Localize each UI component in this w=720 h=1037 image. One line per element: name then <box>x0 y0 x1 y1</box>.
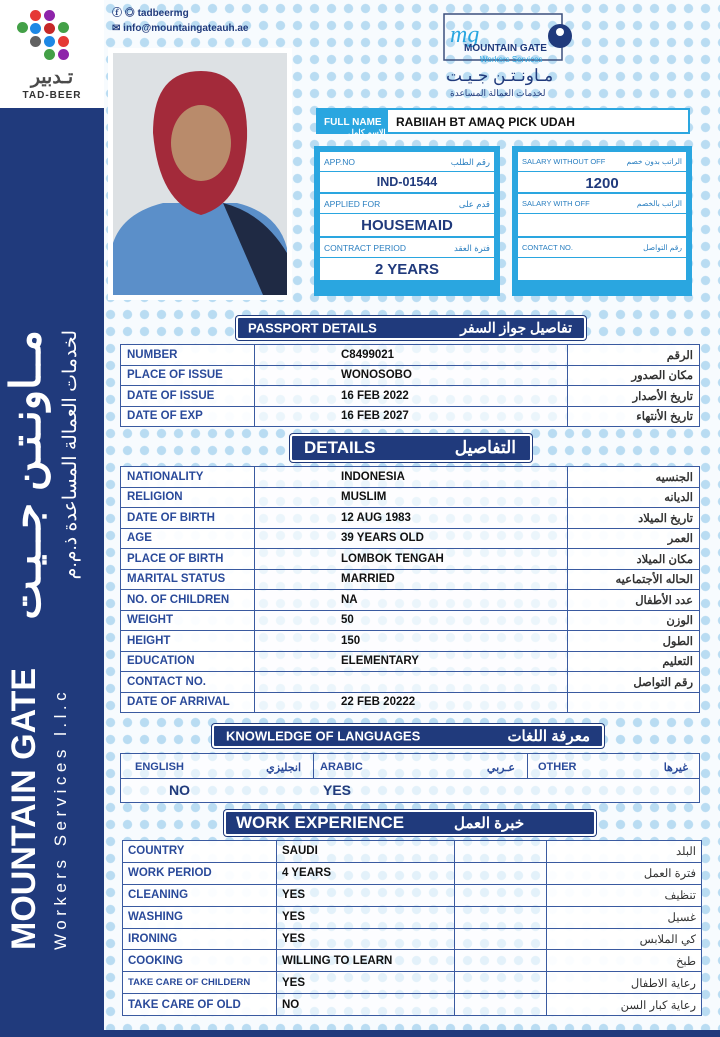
work-label-ar: رعاية كبار السن <box>547 994 702 1016</box>
passport-label-ar: الرقم <box>568 345 700 366</box>
facebook-icon: ⓕ <box>112 8 122 19</box>
salary-wo-label-row: SALARY WITHOUT OFF الراتب بدون خصم <box>518 152 686 171</box>
details-value: 50 <box>255 610 568 631</box>
work-empty <box>455 841 547 863</box>
tadbeer-arabic: تـدبير <box>30 67 74 88</box>
svg-text:mg: mg <box>450 22 480 48</box>
lang-other-header: OTHER غيرها <box>528 754 700 779</box>
passport-value: C8499021 <box>255 345 568 366</box>
work-value: YES <box>277 906 455 928</box>
details-label-ar <box>568 692 700 713</box>
full-name-label: FULL NAME الاسم كامل <box>318 110 388 132</box>
contact-no-label-row: CONTACT NO. رقم التواصل <box>518 238 686 257</box>
work-label: WORK PERIOD <box>123 862 277 884</box>
details-row <box>121 631 700 652</box>
details-label: AGE <box>121 528 255 549</box>
details-label: NATIONALITY <box>121 467 255 488</box>
details-value: 150 <box>255 631 568 652</box>
lang-english-value: NO <box>169 782 190 798</box>
lang-arabic-header: ARABIC عـربي <box>314 754 528 779</box>
details-table <box>120 466 700 713</box>
work-label-ar: تنظيف <box>547 884 702 906</box>
app-no-label-row: APP.NO رقم الطلب <box>320 152 494 171</box>
details-row <box>121 487 700 508</box>
passport-label: PLACE OF ISSUE <box>121 365 255 386</box>
details-label-ar: رقم التواصل <box>568 672 700 693</box>
details-row <box>121 549 700 570</box>
work-section-title: WORK EXPERIENCE خبرة العمل <box>224 810 596 836</box>
candidate-photo <box>108 48 292 300</box>
work-label-ar: كي الملابس <box>547 928 702 950</box>
passport-table <box>120 344 700 427</box>
details-section-title: DETAILS التفاصيل <box>290 434 532 462</box>
logo-arabic: مـاونـتـن جـيـت <box>446 66 554 85</box>
details-label: MARITAL STATUS <box>121 569 255 590</box>
vertical-brand-en: MOUNTAIN GATE <box>5 667 43 950</box>
work-label: IRONING <box>123 928 277 950</box>
details-value: ELEMENTARY <box>255 651 568 672</box>
salary-w-value <box>518 214 686 236</box>
passport-value: WONOSOBO <box>255 365 568 386</box>
passport-value: 16 FEB 2022 <box>255 386 568 407</box>
details-row <box>121 610 700 631</box>
side-banner <box>0 0 104 1037</box>
details-value: INDONESIA <box>255 467 568 488</box>
work-row <box>123 972 702 994</box>
work-value: SAUDI <box>277 841 455 863</box>
work-row <box>123 841 702 863</box>
work-label-ar: فترة العمل <box>547 862 702 884</box>
work-label: CLEANING <box>123 884 277 906</box>
details-value: 39 YEARS OLD <box>255 528 568 549</box>
details-label: CONTACT NO. <box>121 672 255 693</box>
languages-section-title: KNOWLEDGE OF LANGUAGES معرفة اللغات <box>212 724 604 748</box>
details-row <box>121 569 700 590</box>
work-label-ar: رعاية الاطفال <box>547 972 702 994</box>
work-empty <box>455 884 547 906</box>
passport-section-title: PASSPORT DETAILS تفاصيل جواز السفر <box>236 316 586 340</box>
passport-row <box>121 345 700 366</box>
lang-english-header: ENGLISH انجليزي <box>121 754 314 779</box>
details-row <box>121 672 700 693</box>
details-row <box>121 692 700 713</box>
contact-no-value <box>518 258 686 280</box>
work-row <box>123 994 702 1016</box>
details-label: WEIGHT <box>121 610 255 631</box>
instagram-icon: ◎ <box>124 8 135 19</box>
work-label: COOKING <box>123 950 277 972</box>
passport-row <box>121 365 700 386</box>
work-label: WASHING <box>123 906 277 928</box>
passport-label: NUMBER <box>121 345 255 366</box>
applied-label-row: APPLIED FOR قدم على <box>320 194 494 213</box>
vertical-brand-ar-sub: لخدمات العمالة المساعدة ذ.م.م <box>60 330 81 580</box>
app-no-value: IND-01544 <box>320 172 494 192</box>
details-row <box>121 528 700 549</box>
work-label-ar: البلد <box>547 841 702 863</box>
work-row <box>123 862 702 884</box>
details-label-ar: الجنسيه <box>568 467 700 488</box>
contract-value: 2 YEARS <box>320 258 494 280</box>
logo-arabic-sub: لخدمات العمالة المساعدة <box>450 88 546 98</box>
logo-sub: Workers Services <box>480 55 543 64</box>
details-value: MUSLIM <box>255 487 568 508</box>
passport-row <box>121 386 700 407</box>
full-name-value: RABIIAH BT AMAQ PICK UDAH <box>396 115 575 129</box>
salary-wo-value: 1200 <box>518 172 686 192</box>
passport-row <box>121 406 700 427</box>
contract-label-row: CONTRACT PERIOD فترة العقد <box>320 238 494 257</box>
email-address: info@mountaingateauh.ae <box>123 23 249 34</box>
salary-w-label-row: SALARY WITH OFF الراتب بالخصم <box>518 194 686 213</box>
details-value: NA <box>255 590 568 611</box>
social-handle: tadbeermg <box>137 8 189 19</box>
tadbeer-logo <box>0 0 104 108</box>
passport-label-ar: تاريخ الأصدار <box>568 386 700 407</box>
logo-name: MOUNTAIN GATE <box>464 43 547 54</box>
details-value: 12 AUG 1983 <box>255 508 568 529</box>
details-label: HEIGHT <box>121 631 255 652</box>
work-value: NO <box>277 994 455 1016</box>
mountain-gate-logo <box>410 12 580 100</box>
details-row <box>121 651 700 672</box>
work-value: YES <box>277 884 455 906</box>
work-label-ar: طبخ <box>547 950 702 972</box>
work-label: TAKE CARE OF OLD <box>123 994 277 1016</box>
details-label: RELIGION <box>121 487 255 508</box>
details-row <box>121 508 700 529</box>
tadbeer-english: TAD-BEER <box>22 90 82 101</box>
details-label-ar: العمر <box>568 528 700 549</box>
details-label-ar: التعليم <box>568 651 700 672</box>
work-label: COUNTRY <box>123 841 277 863</box>
details-value: MARRIED <box>255 569 568 590</box>
vertical-brand-sub: Workers Services l.l.c <box>51 687 70 950</box>
details-label-ar: الديانه <box>568 487 700 508</box>
mail-icon: ✉ <box>112 23 121 34</box>
work-experience-table <box>122 840 702 1016</box>
salary-box <box>512 146 692 296</box>
work-value: WILLING TO LEARN <box>277 950 455 972</box>
details-label-ar: الوزن <box>568 610 700 631</box>
details-value <box>255 672 568 693</box>
details-label-ar: تاريخ الميلاد <box>568 508 700 529</box>
work-row <box>123 950 702 972</box>
work-empty <box>455 906 547 928</box>
details-row <box>121 590 700 611</box>
work-value: YES <box>277 972 455 994</box>
passport-label: DATE OF EXP <box>121 406 255 427</box>
vertical-brand-ar: مــاونـتـن جــيـت <box>2 330 49 620</box>
work-row <box>123 906 702 928</box>
details-label-ar: الحاله الأجتماعيه <box>568 569 700 590</box>
work-empty <box>455 950 547 972</box>
work-empty <box>455 972 547 994</box>
languages-table <box>120 753 700 803</box>
work-value: YES <box>277 928 455 950</box>
work-value: 4 YEARS <box>277 862 455 884</box>
work-empty <box>455 862 547 884</box>
work-label: TAKE CARE OF CHILDERN <box>123 972 277 994</box>
details-label-ar: مكان الميلاد <box>568 549 700 570</box>
work-row <box>123 928 702 950</box>
applied-value: HOUSEMAID <box>320 214 494 236</box>
contact-info <box>112 6 248 36</box>
full-name-row <box>316 108 690 137</box>
details-label: EDUCATION <box>121 651 255 672</box>
vertical-brand <box>1 330 111 950</box>
passport-label: DATE OF ISSUE <box>121 386 255 407</box>
details-label-ar: الطول <box>568 631 700 652</box>
passport-value: 16 FEB 2027 <box>255 406 568 427</box>
work-row <box>123 884 702 906</box>
passport-label-ar: مكان الصدور <box>568 365 700 386</box>
work-empty <box>455 928 547 950</box>
details-row <box>121 467 700 488</box>
full-name-label-ar: الاسم كامل <box>348 128 386 137</box>
bottom-bar <box>104 1030 720 1037</box>
details-value: LOMBOK TENGAH <box>255 549 568 570</box>
application-box <box>314 146 500 296</box>
passport-label-ar: تاريخ الأنتهاء <box>568 406 700 427</box>
details-label-ar: عدد الأطفال <box>568 590 700 611</box>
work-empty <box>455 994 547 1016</box>
details-value: 22 FEB 20222 <box>255 692 568 713</box>
lang-arabic-value: YES <box>323 782 352 798</box>
details-label: DATE OF ARRIVAL <box>121 692 255 713</box>
work-label-ar: غسيل <box>547 906 702 928</box>
details-label: PLACE OF BIRTH <box>121 549 255 570</box>
details-label: NO. OF CHILDREN <box>121 590 255 611</box>
details-label: DATE OF BIRTH <box>121 508 255 529</box>
